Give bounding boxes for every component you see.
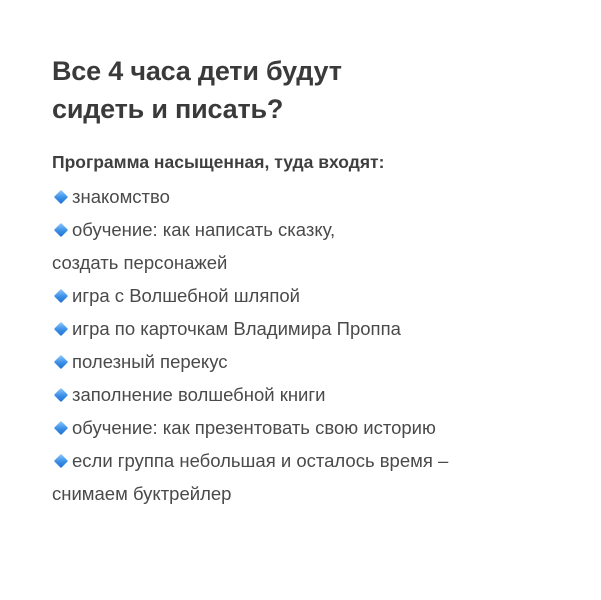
- list-item-text: обучение: как написать сказку,: [72, 219, 336, 240]
- headline-line: сидеть и писать?: [52, 94, 284, 124]
- list-item-text: игра по карточкам Владимира Проппа: [72, 318, 401, 339]
- list-item-text: полезный перекус: [72, 351, 228, 372]
- list-item: [52, 411, 572, 444]
- list-item-text: заполнение волшебной книги: [72, 384, 326, 405]
- list-item-text-continued: создать персонажей: [52, 252, 228, 273]
- blue-diamond-icon: [54, 388, 68, 402]
- program-list: [52, 180, 572, 510]
- blue-diamond-icon: [54, 289, 68, 303]
- list-item: [52, 378, 572, 411]
- headline-line: Все 4 часа дети будут: [52, 56, 342, 86]
- list-item: [52, 180, 572, 213]
- post-card: [52, 52, 572, 510]
- list-item-text: обучение: как презентовать свою историю: [72, 417, 436, 438]
- blue-diamond-icon: [54, 355, 68, 369]
- blue-diamond-icon: [54, 421, 68, 435]
- blue-diamond-icon: [54, 223, 68, 237]
- list-item-text: игра с Волшебной шляпой: [72, 285, 300, 306]
- list-item: [52, 312, 572, 345]
- blue-diamond-icon: [54, 190, 68, 204]
- list-item: [52, 213, 572, 279]
- list-item-text: знакомство: [72, 186, 170, 207]
- headline: [52, 52, 572, 128]
- list-item: [52, 279, 572, 312]
- blue-diamond-icon: [54, 322, 68, 336]
- list-item: [52, 345, 572, 378]
- list-item: [52, 444, 572, 510]
- blue-diamond-icon: [54, 454, 68, 468]
- intro-text: Программа насыщенная, туда входят:: [52, 152, 385, 172]
- list-item-text: если группа небольшая и осталось время –: [72, 450, 449, 471]
- list-item-text-continued: снимаем буктрейлер: [52, 483, 232, 504]
